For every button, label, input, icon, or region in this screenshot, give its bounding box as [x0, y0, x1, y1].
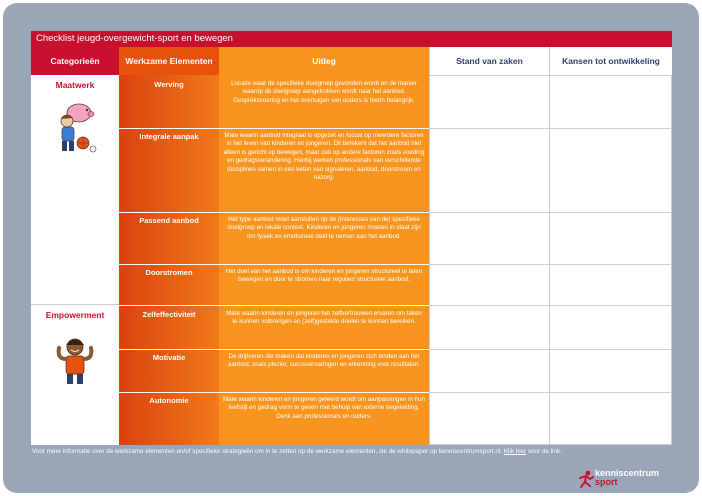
row-separator	[119, 264, 429, 265]
element-autonomie: Autonomie	[149, 396, 189, 405]
uitleg-zelfeffectiviteit: Mate waarin kinderen en jongeren het zelfvertrouwen ervaren om taken te kunnen volbrengen en (zelf)gestelde doelen te kunnen bereiken.	[226, 310, 422, 326]
header-uitleg: Uitleg	[219, 47, 429, 75]
checklist-sheet	[31, 31, 672, 445]
uitleg-doorstromen: Het doel van het aanbod is om kinderen en jongeren structureel te laten bewegen en door te stromen naar regulier/ structureel aanbod.	[225, 268, 423, 284]
header-werkzame-elementen: Werkzame Elementen	[119, 47, 219, 75]
logo-line-1: kenniscentrum	[595, 468, 660, 478]
child-piggybank-illustration	[53, 97, 97, 157]
child-flexing-illustration	[55, 334, 95, 386]
row-separator	[119, 212, 429, 213]
row-divider	[429, 349, 672, 350]
row-separator	[119, 305, 429, 306]
stand-cell-werving[interactable]	[430, 76, 549, 128]
kenniscentrum-sport-logo	[578, 469, 688, 491]
column-divider	[549, 75, 550, 445]
row-divider	[429, 264, 672, 265]
logo-figure-icon	[578, 470, 594, 488]
element-werving: Werving	[154, 80, 184, 89]
uitleg-integrale-aanpak: Mate waarin aanbod integraal is opgezet en focust op meerdere factoren in het leven van kinderen en jongeren. Dit betekent dat het aanbod niet alleen is gericht op bewegen, maar ook op andere factoren zoals voeding en gedragsverandering. Hierbij werken professionals van verschillende disciplines samen in een keten van signaleren, aanbod, doorstroom en nazorg.	[223, 132, 425, 182]
row-separator	[119, 392, 429, 393]
footer-note	[32, 448, 592, 455]
element-zelfeffectiviteit: Zelfeffectiviteit	[142, 310, 196, 319]
row-separator	[119, 349, 429, 350]
footer-text-before: Voor meer informatie over de werkzame elementen en/of specifieke strategieën om in te zetten op de werkzame elementen, zie de whitepaper op kenniscentrumsport.nl.	[32, 448, 504, 455]
row-separator	[119, 128, 429, 129]
uitleg-motivatie: De drijfveren die maken dat kinderen en jongeren zich binden aan het aanbod, zoals plezier, succeservaringen en erkenning voor resultaten.	[228, 353, 420, 369]
logo-line-2: sport	[595, 476, 618, 487]
row-divider	[429, 212, 672, 213]
footer-text-after: voor de link.	[526, 448, 562, 455]
row-divider	[429, 128, 672, 129]
header-stand-van-zaken: Stand van zaken	[429, 47, 549, 75]
logo-wordmark	[595, 469, 659, 486]
kansen-cell-werving[interactable]	[550, 76, 671, 128]
column-divider	[429, 75, 430, 445]
category-label-maatwerk: Maatwerk	[55, 80, 95, 90]
uitleg-autonomie: Mate waarin kinderen en jongeren geleerd wordt om aanpassingen in hun leefstijl en gedrag vorm te geven met behulp van externe begeleiding. Denk aan professionals en ouders.	[223, 396, 425, 420]
uitleg-column	[219, 75, 429, 445]
header-kansen-tot-ontwikkeling: Kansen tot ontwikkeling	[549, 47, 672, 75]
footer-link-klik-hier[interactable]: Klik hier	[503, 448, 527, 455]
category-label-empowerment: Empowerment	[45, 310, 105, 320]
werkzame-elementen-column	[119, 75, 219, 445]
element-doorstromen: Doorstromen	[145, 268, 193, 277]
header-categorieen: Categorieën	[31, 47, 119, 75]
element-motivatie: Motivatie	[152, 353, 186, 362]
row-divider	[429, 305, 672, 306]
uitleg-werving: Locatie waar de specifieke doelgroep gevonden wordt en de manier waarop de doelgroep aangetrokken wordt naar het aanbod. Gespreksvoering en het overtuigen van ouders is hierin belangrijk.	[231, 80, 417, 104]
row-divider	[429, 444, 672, 445]
uitleg-passend-aanbod: Het type aanbod moet aansluiten op de (interesses van de) specifieke doelgroep en lokale context. Kinderen en jongeren moeten in staat zijn om fysiek en emotioneel deel te nemen aan het aanbod.	[227, 216, 421, 240]
element-passend-aanbod: Passend aanbod	[139, 216, 199, 225]
document-title: Checklist jeugd-overgewicht-sport en bewegen	[31, 31, 672, 47]
row-divider	[429, 392, 672, 393]
column-divider	[671, 75, 672, 445]
element-integrale-aanpak: Integrale aanpak	[139, 132, 199, 141]
